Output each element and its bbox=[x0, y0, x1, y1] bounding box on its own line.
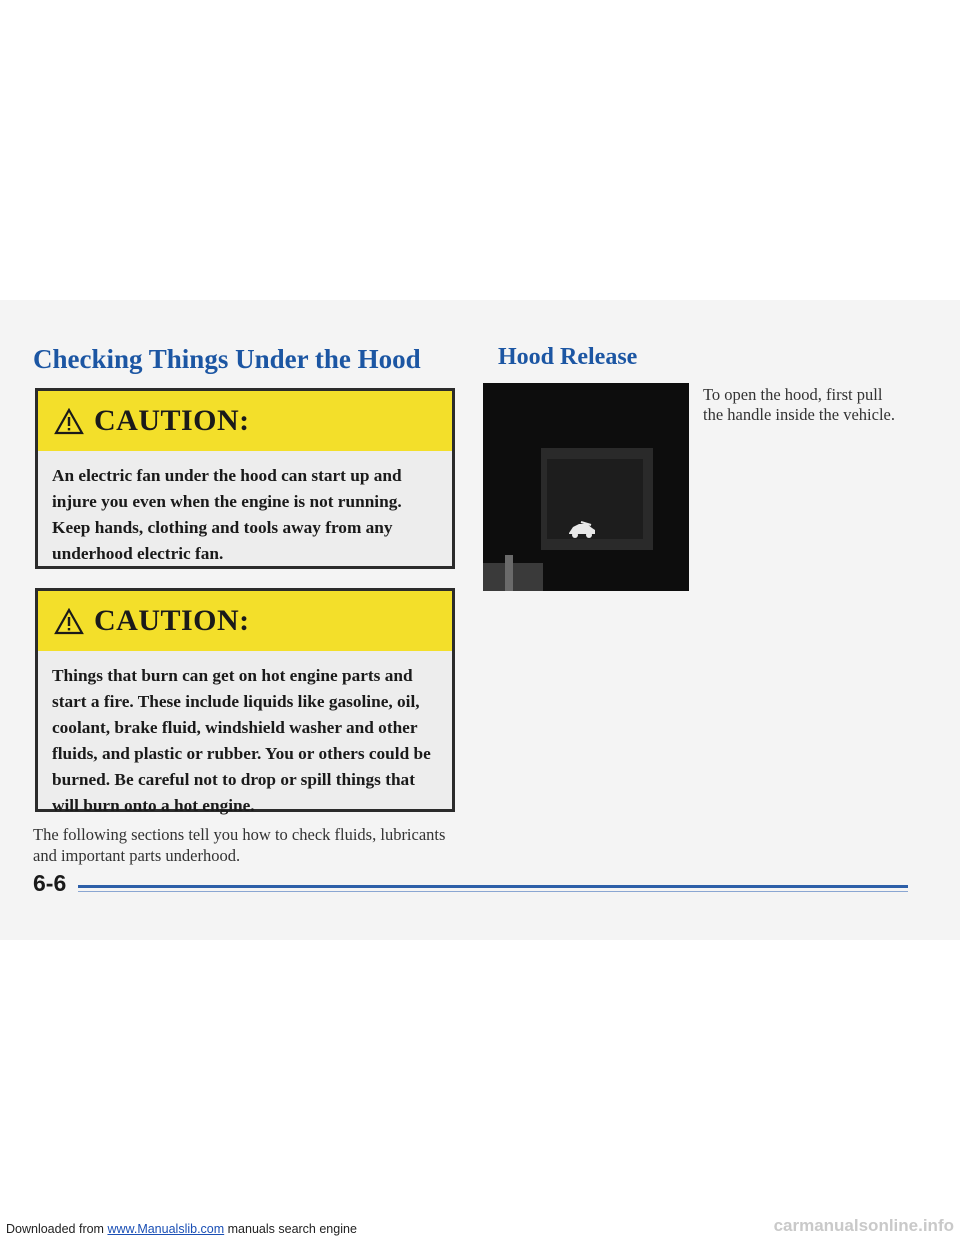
warning-triangle-icon bbox=[54, 408, 84, 435]
download-suffix: manuals search engine bbox=[224, 1222, 357, 1236]
footer-rule-thin bbox=[78, 891, 908, 892]
following-sections-text: The following sections tell you how to check fluids, lubricants and important parts underhood. bbox=[33, 825, 446, 865]
caution-text: An electric fan under the hood can start up and injure you even when the engine is not running. Keep hands, clothing and tools away from any underhood electric fan. bbox=[52, 466, 402, 563]
footer-rule bbox=[78, 885, 908, 888]
download-source-line bbox=[6, 1222, 357, 1236]
hood-release-photo bbox=[483, 383, 689, 591]
caution-label: CAUTION: bbox=[94, 604, 250, 637]
photo-edge-highlight bbox=[505, 555, 513, 591]
download-prefix: Downloaded from bbox=[6, 1222, 108, 1236]
caution-header bbox=[38, 591, 452, 651]
caution-text: Things that burn can get on hot engine parts and start a fire. These include liquids like gasoline, oil, coolant, brake fluid, windshield washer and other fluids, and plastic or rubber. You or others could be burned. Be careful not to drop or spill things that will burn onto a hot engine. bbox=[52, 666, 431, 815]
page-title: Checking Things Under the Hood bbox=[33, 344, 421, 374]
manualslib-link[interactable]: www.Manualslib.com bbox=[107, 1222, 225, 1236]
caution-box-fire bbox=[35, 588, 455, 815]
car-hood-icon bbox=[567, 521, 597, 539]
photo-edge bbox=[483, 563, 543, 591]
hood-release-instruction: To open the hood, first pull the handle inside the vehicle. bbox=[703, 385, 895, 424]
caution-header bbox=[38, 391, 452, 451]
watermark: carmanualsonline.info bbox=[773, 1216, 954, 1235]
section-title-hood-release: Hood Release bbox=[498, 344, 638, 370]
page-number: 6-6 bbox=[33, 870, 67, 896]
warning-triangle-icon bbox=[54, 608, 84, 635]
caution-label: CAUTION: bbox=[94, 404, 250, 437]
caution-box-electric-fan bbox=[35, 388, 455, 569]
